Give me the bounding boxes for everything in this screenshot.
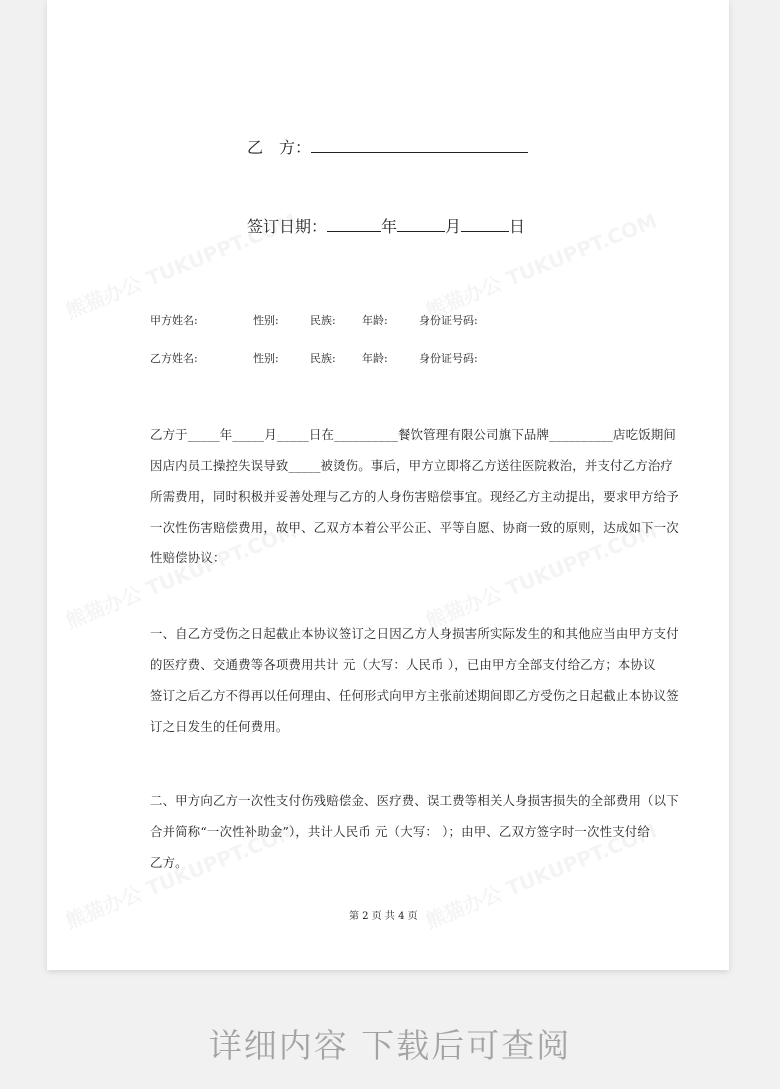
party-b-label: 乙 方： <box>247 138 312 157</box>
paragraph-line: 乙方于_____年_____月_____日在__________餐饮管理有限公司旗下品牌__________店吃饭期间 <box>150 427 677 442</box>
paragraph-line: 所需费用，同时积极并妥善处理与乙方的人身伤害赔偿事宜。现经乙方主动提出，要求甲方给予 <box>150 489 679 504</box>
year-label: 年 <box>381 217 398 236</box>
day-blank <box>461 217 509 232</box>
party-b-signature-line <box>247 135 528 158</box>
sign-date-line <box>247 214 525 237</box>
page-number: 第 2 页 共 4 页 <box>349 911 418 922</box>
id-label: 身份证号码: <box>419 352 478 365</box>
paragraph-line: 合并简称“一次性补助金”），共计人民币 元（大写： ）；由甲、乙双方签字时一次性支付给 <box>150 824 650 839</box>
month-label: 月 <box>445 217 462 236</box>
paragraph-line: 二、甲方向乙方一次性支付伤残赔偿金、医疗费、误工费等相关人身损害损失的全部费用（以下 <box>150 793 679 808</box>
paragraph-line: 因店内员工操控失误导致_____被烫伤。事后，甲方立即将乙方送往医院救治，并支付乙方治疗 <box>150 458 674 473</box>
paragraph-line: 一、自乙方受伤之日起截止本协议签订之日因乙方人身损害所实际发生的和其他应当由甲方支付 <box>150 626 679 641</box>
ethnicity-label: 民族: <box>310 314 336 327</box>
sign-date-label: 签订日期： <box>247 217 328 236</box>
paragraph-line: 的医疗费、交通费等各项费用共计 元（大写：人民币 ），已由甲方全部支付给乙方；本协议 <box>150 657 656 672</box>
age-label: 年龄: <box>362 314 388 327</box>
download-banner[interactable]: 详细内容 下载后可查阅 <box>208 1026 572 1065</box>
paragraph-line: 乙方。 <box>150 855 188 870</box>
signature-blank <box>311 138 528 153</box>
document-page <box>47 0 729 970</box>
gender-label: 性别: <box>253 314 279 327</box>
paragraph-line: 订之日发生的任何费用。 <box>150 719 289 734</box>
year-blank <box>327 217 381 232</box>
paragraph-line: 性赔偿协议： <box>150 550 226 565</box>
name-label: 乙方姓名: <box>150 352 198 365</box>
gender-label: 性别: <box>253 352 279 365</box>
name-label: 甲方姓名: <box>150 314 198 327</box>
age-label: 年龄: <box>362 352 388 365</box>
paragraph-line: 签订之后乙方不得再以任何理由、任何形式向甲方主张前述期间即乙方受伤之日起截止本协议签 <box>150 688 679 703</box>
paragraph-line: 一次性伤害赔偿费用，故甲、乙双方本着公平公正、平等自愿、协商一致的原则，达成如下一次 <box>150 520 679 535</box>
month-blank <box>397 217 445 232</box>
id-label: 身份证号码: <box>419 314 478 327</box>
day-label: 日 <box>509 217 526 236</box>
ethnicity-label: 民族: <box>310 352 336 365</box>
